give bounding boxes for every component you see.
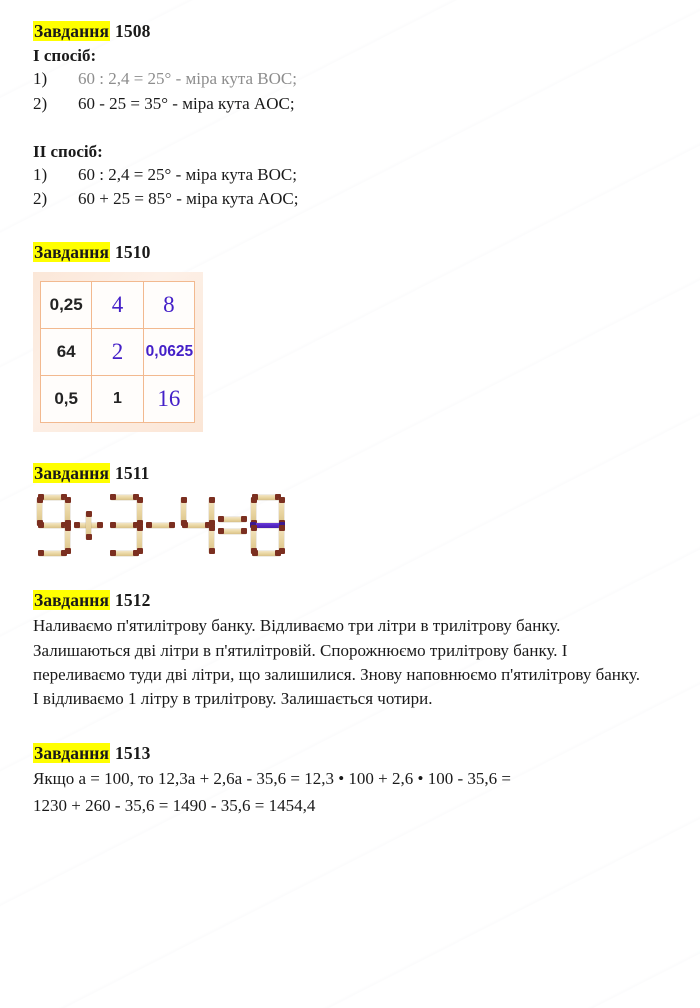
- match-stick-operator-equals: [219, 517, 246, 522]
- task-heading-1511: [33, 462, 670, 484]
- match-stick-operator-plus: [86, 512, 91, 539]
- table-row: [41, 376, 195, 423]
- task-number: 1511: [115, 463, 150, 484]
- match-stick: [181, 498, 186, 525]
- table-row: [41, 329, 195, 376]
- match-stick: [209, 526, 214, 553]
- table-cell: 64: [41, 329, 92, 376]
- task-number: 1508: [115, 21, 151, 41]
- task-heading-1510: [33, 241, 670, 263]
- table-cell: 2: [92, 329, 143, 376]
- task-heading-1512: [33, 589, 670, 611]
- task-label: Завдання: [34, 241, 110, 262]
- task-number: 1513: [115, 742, 151, 763]
- step-text: 60 : 2,4 = 25° - міра кута BOC;: [78, 164, 297, 184]
- step-index: 1): [33, 69, 48, 89]
- match-stick: [39, 551, 66, 556]
- table-cell: 1: [92, 376, 143, 423]
- match-stick: [137, 526, 142, 553]
- table-cell: 0,25: [41, 282, 92, 329]
- match-stick: [251, 498, 256, 525]
- magic-table: [40, 281, 195, 423]
- task-1512-answer-text: Наливаємо п'ятилітрову банку. Відливаємо три літри в трилітрову банку. Залишаються дві літри в п'ятилітровій. Спорожнюємо трилітрову банку. І переливаємо туди дві літри, що залишилися. Знову наповнюємо п'ятилітрову банку. І відливаємо 1 літру в трилітрову. Залишається чотири.: [33, 616, 640, 709]
- match-stick: [209, 498, 214, 525]
- task-label: Завдання: [34, 589, 110, 610]
- task-heading-1508: [33, 20, 670, 42]
- step-index: 2): [33, 188, 48, 208]
- method-2-title: II спосіб:: [33, 141, 103, 161]
- match-stick-operator-minus: [147, 523, 174, 528]
- step-text: 60 - 25 = 35° - міра кута AOC;: [78, 93, 295, 113]
- table-cell: 0,5: [41, 376, 92, 423]
- table-cell: 0,0625: [143, 329, 194, 376]
- step-text: 60 : 2,4 = 25° - міра кута BOC;: [78, 69, 297, 89]
- table-row: [41, 282, 195, 329]
- step-index: 2): [33, 93, 48, 113]
- match-stick: [253, 551, 280, 556]
- task-number: 1510: [115, 241, 151, 262]
- task-label: Завдання: [34, 742, 110, 763]
- method-1-title: I спосіб:: [33, 46, 97, 66]
- match-stick: [65, 526, 70, 553]
- method-1-step-1: [33, 67, 670, 91]
- match-stick: [39, 495, 66, 500]
- step-text: 60 + 25 = 85° - міра кута AOC;: [78, 188, 299, 208]
- match-stick: [279, 526, 284, 553]
- magic-table-container: [33, 272, 203, 432]
- match-stick: [65, 498, 70, 525]
- task-heading-1513: [33, 742, 670, 764]
- match-stick: [279, 498, 284, 525]
- task-label: Завдання: [34, 463, 110, 484]
- method-2-step-1: [33, 163, 670, 187]
- match-stick: [137, 498, 142, 525]
- match-stick: [251, 526, 256, 553]
- method-2-step-2: [33, 187, 670, 211]
- match-stick: [111, 551, 138, 556]
- match-stick: [111, 523, 138, 528]
- table-cell: 4: [92, 282, 143, 329]
- match-stick: [37, 498, 42, 525]
- task-number: 1512: [115, 589, 151, 610]
- step-index: 1): [33, 164, 48, 184]
- table-cell: 8: [143, 282, 194, 329]
- matchstick-equation: [37, 495, 247, 559]
- match-stick: [253, 495, 280, 500]
- task-1513-line-2: 1230 + 260 - 35,6 = 1490 - 35,6 = 1454,4: [33, 795, 316, 815]
- match-stick: [111, 495, 138, 500]
- match-stick: [39, 523, 66, 528]
- method-1-step-2: [33, 92, 670, 116]
- task-1513-line-1: Якщо a = 100, то 12,3a + 2,6a - 35,6 = 12,3 • 100 + 2,6 • 100 - 35,6 =: [33, 769, 511, 789]
- task-label: Завдання: [34, 21, 110, 41]
- table-cell: 16: [143, 376, 194, 423]
- match-stick: [183, 523, 210, 528]
- match-stick-operator-equals: [219, 529, 246, 534]
